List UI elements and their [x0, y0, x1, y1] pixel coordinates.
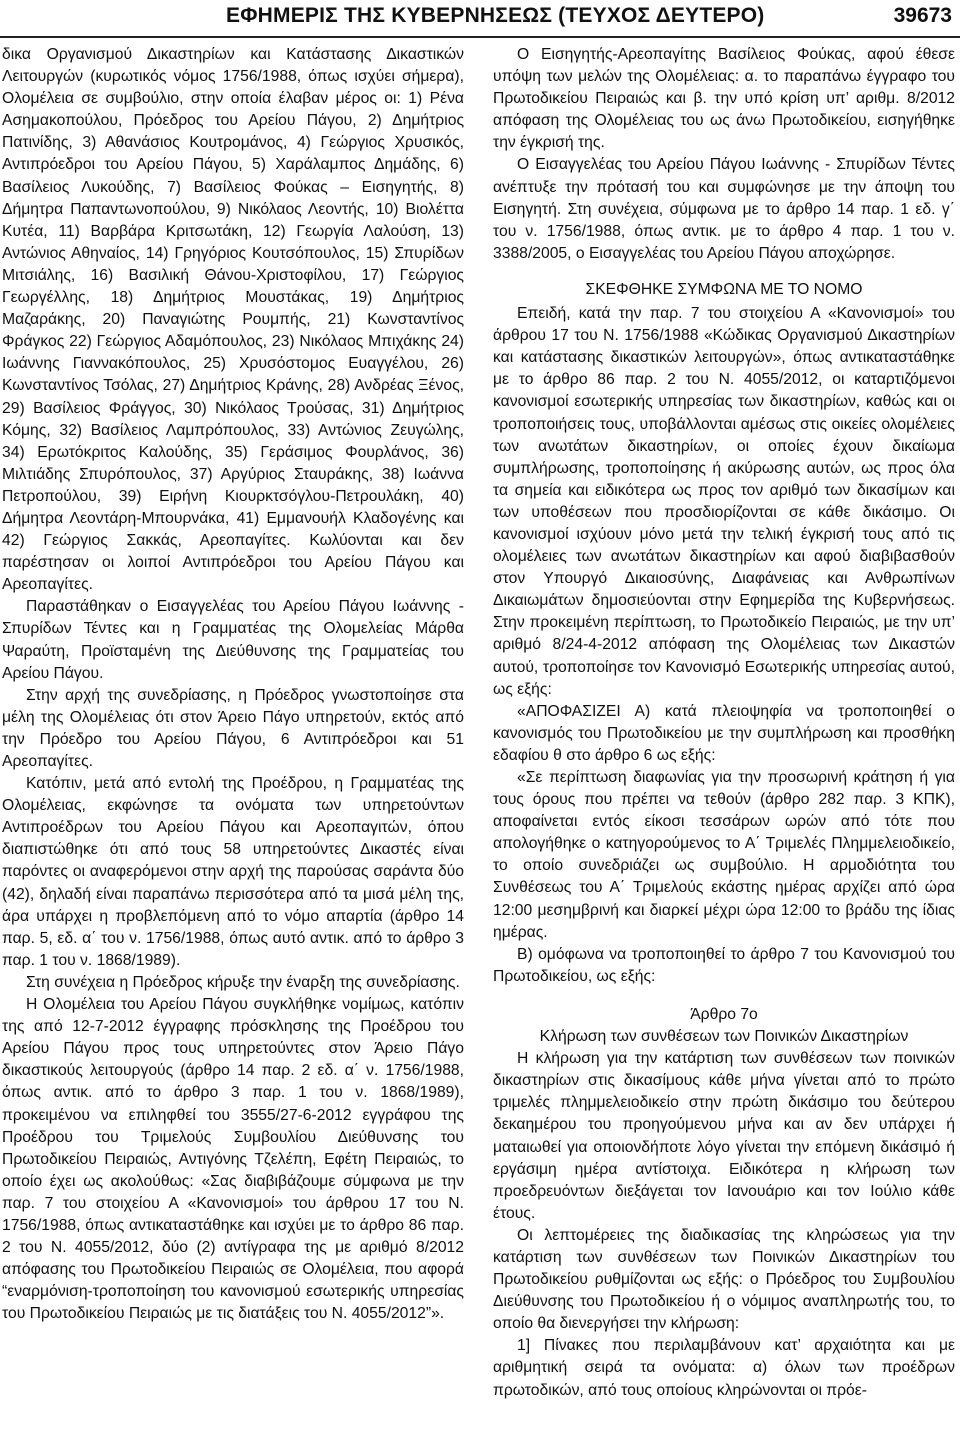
- paragraph: Επειδή, κατά την παρ. 7 του στοιχείου Α «Κανονισμοί» του άρθρου 17 του Ν. 1756/1988 «Κώδικας Οργανισμού Δικαστηρίων και κατάστασης δικαστικών λειτουργών», όπως αντικαταστάθηκε με το άρθρο 86 παρ. 2 του Ν. 4055/2012, οι καταρτιζόμενοι κανονισμοί εσωτερικής υπηρεσίας των δικαστηρίων, καθώς και οι τροποποιήσεις τους, υποβάλλονται αμέσως στις οικείες ολομέλειες των ανωτάτων δικαστηρίων, οι οποίες έχουν δικαίωμα συμπλήρωσης, τροποποίησης ή ακύρωσης αυτών, ως προς όλα τα σημεία και ειδικότερα ως προς τον αριθμό των δικασίμων και των υποθέσεων που προσδιορίζονται σε κάθε δικάσιμο. Οι κανονισμοί ισχύουν μόνο μετά την τελική έγκρισή τους από τις ολομέλειες των ανωτάτων δικαστηρίων και αφού διαβιβασθούν στον Υπουργό Δικαιοσύνης, Διαφάνειας και Ανθρωπίνων Δικαιωμάτων δημοσιεύονται στην Εφημερίδα της Κυβερνήσεως. Στην προκειμένη περίπτωση, το Πρωτοδικείο Πειραιώς, με την υπ’ αριθμό 8/24-4-2012 απόφαση της Ολομέλειας των Δικαστών αυτού, τροποποίησε τον Κανονισμό Εσωτερικής υπηρεσίας αυτού, ως εξής:: [493, 305, 955, 698]
- left-column: [2, 44, 464, 1325]
- paragraph: 1] Πίνακες που περιλαμβάνουν κατ’ αρχαιότητα και με αριθμητική σειρά τα ονόματα: α) όλων των προέδρων πρωτοδικών, από τους οποίους κληρώνονται οι πρόε-: [493, 1337, 955, 1399]
- paragraph: Στην αρχή της συνεδρίασης, η Πρόεδρος γνωστοποίησε στα μέλη της Ολομέλειας ότι στον Άρειο Πάγο υπηρετούν, εκτός από την Πρόεδρο του Αρείου Πάγου, 6 Αντιπρόεδροι και 51 Αρεοπαγίτες.: [2, 686, 464, 770]
- page-header: [0, 0, 960, 38]
- paragraph: Η Ολομέλεια του Αρείου Πάγου συγκλήθηκε νομίμως, κατόπιν της από 12-7-2012 έγγραφης πρόσκλησης της Προέδρου του Αρείου Πάγου προς τους υπηρετούντες στον Άρειο Πάγο δικαστικούς λειτουργούς (άρθρο 14 παρ. 2 εδ. α΄ ν. 1756/1988, όπως αντικ. από το άρθρο 3 παρ. 1 του ν. 1868/1989), προκειμένου να επιληφθεί του 3555/27-6-2012 εγγράφου της Προέδρου του Τριμελούς Συμβουλίου Διεύθυνσης του Πρωτοδικείου Πειραιώς, Αντιγόνης Τζελέπη, Εφέτη Πειραιώς, το οποίο έχει ως ακολούθως: «Σας διαβιβάζουμε σύμφωνα με την παρ. 7 του στοιχείου Α «Κανονισμοί» του άρθρου 17 του Ν. 1756/1988, όπως αντικαταστάθηκε και ισχύει με το άρθρο 86 παρ. 2 του Ν. 4055/2012, δύο (2) αντίγραφα της με αριθμό 8/2012 απόφασης του Πρωτοδικείου Πειραιώς σε Ολομέλεια, που αφορά “εναρμόνιση-τροποποίηση του κανονισμού εσωτερικής υπηρεσίας του Πρωτοδικείου Πειραιώς με τις διατάξεις του Ν. 4055/2012”».: [2, 996, 464, 1323]
- paragraph: Στη συνέχεια η Πρόεδρος κήρυξε την έναρξη της συνεδρίασης.: [26, 973, 460, 991]
- right-column: [493, 44, 955, 1402]
- page-number: 39673: [893, 4, 952, 27]
- paragraph: Β) ομόφωνα να τροποποιηθεί το άρθρο 7 του Κανονισμού του Πρωτοδικείου, ως εξής:: [493, 945, 955, 985]
- paragraph: Κατόπιν, μετά από εντολή της Προέδρου, η Γραμματέας της Ολομέλειας, εκφώνησε τα ονόματα των υπηρετούντων Αντιπροέδρων του Αρείου Πάγου και Αρεοπαγιτών, όπου διαπιστώθηκε ότι από τους 58 υπηρετούντες Δικαστές είναι παρόντες οι αναφερόμενοι στην αρχή της παρούσας σαράντα δύο (42), δηλαδή είναι παραπάνω περισσότερα από τα μισά μέλη της, άρα υπάρχει η προβλεπόμενη από το νόμο απαρτία (άρθρο 14 παρ. 5, εδ. α΄ του ν. 1756/1988, όπως αυτό αντικ. από το άρθρο 3 παρ. 1 του ν. 1868/1989).: [2, 775, 464, 969]
- paragraph: Η κλήρωση για την κατάρτιση των συνθέσεων των ποινικών δικαστηρίων στις δικασίμους κάθε μήνα γίνεται από το πρώτο τριμελές πλημμελειοδικείο στην πρώτη δικάσιμο του δεύτερου δεκαημέρου του προηγούμενου μήνα και αν δεν υπάρχει ή ματαιωθεί για οποιονδήποτε λόγο γίνεται την επόμενη δικάσιμό ή εργάσιμη ημέρα αντίστοιχα. Ειδικότερα η κλήρωση των προεδρευόντων διεξάγεται τον Ιανουάριο και τον Ιούλιο κάθε έτους.: [493, 1050, 955, 1222]
- paragraph: δικα Οργανισμού Δικαστηρίων και Κατάστασης Δικαστικών Λειτουργών (κυρωτικός νόμος 1756/1988, όπως ισχύει σήμερα), Ολομέλεια σε συμβούλιο, στην οποία έλαβαν μέρος οι: 1) Ρένα Ασημακοπούλου, Πρόεδρος του Αρείου Πάγου, 2) Δημήτριος Πατινίδης, 3) Αθανάσιος Κουτρομάνος, 4) Γεώργιος Χρυσικός, Αντιπρόεδροι του Αρείου Πάγου, 5) Χαράλαμπος Δημάδης, 6) Βασίλειος Λυκούδης, 7) Βασίλειος Φούκας – Εισηγητής, 8) Δήμητρα Παπαντωνοπούλου, 9) Νικόλαος Λεοντής, 10) Βιολέττα Κυτέα, 11) Βαρβάρα Κριτσωτάκη, 12) Γεωργία Λαλούση, 13) Αντώνιος Αθηναίος, 14) Γρηγόριος Κουτσόπουλος, 15) Σπυρίδων Μιτσιάλης, 16) Βασιλική Θάνου-Χριστοφίλου, 17) Γεώργιος Γεωργέλλης, 18) Δημήτριος Μουστάκας, 19) Δημήτριος Μαζαράκης, 20) Παναγιώτης Ρουμπής, 21) Κωνσταντίνος Φράγκος 22) Γεώργιος Αδαμόπουλος, 23) Νικόλαος Μπιχάκης 24) Ιωάννης Γιαννακόπουλος, 25) Χρυσόστομος Ευαγγέλου, 26) Κωνσταντίνος Τσόλας, 27) Δημήτριος Κράνης, 28) Ανδρέας Ξένος, 29) Βασίλειος Φράγγος, 30) Νικόλαος Τρούσας, 31) Δημήτριος Κόμης, 32) Βασίλειος Λαμπρόπουλος, 33) Αντώνιος Ζευγώλης, 34) Ερωτόκριτος Καλούδης, 35) Γεράσιμος Φουρλάνος, 36) Μιλτιάδης Σπυρόπουλος, 37) Αργύριος Σταυράκης, 38) Ιωάννα Πετροπούλου, 39) Ειρήνη Κιουρκτσόγλου-Πετρουλάκη, 40) Δήμητρα Λεοντάρη-Μπουρνάκα, 41) Εμμανουήλ Κλαδογένης και 42) Γεώργιος Σακκάς, Αρεοπαγίτες. Κωλύονται και δεν παρέστησαν οι λοιποί Αντιπρόεδροι του Αρείου Πάγου και Αρεοπαγίτες.: [2, 46, 464, 594]
- publication-title: ΕΦΗΜΕΡΙΣ ΤΗΣ ΚΥΒΕΡΝΗΣΕΩΣ (ΤΕΥΧΟΣ ΔΕΥΤΕΡΟ): [226, 4, 765, 27]
- paragraph: «ΑΠΟΦΑΣΙΖΕΙ Α) κατά πλειοψηφία να τροποποιηθεί ο κανονισμός του Πρωτοδικείου με την συμπλήρωση και προσθήκη εδαφίου θ στο άρθρο 6 ως εξής:: [493, 702, 955, 764]
- paragraph: «Σε περίπτωση διαφωνίας για την προσωρινή κράτηση ή για τους όρους που πρέπει να τεθούν (άρθρο 282 παρ. 3 ΚΠΚ), αποφαίνεται εντός είκοσι τεσσάρων ωρών από τότε που απολογήθηκε ο κατηγορούμενος το Α΄ Τριμελές Πλημμελειοδικείο, το οποίο συνεδριάζει ως συμβούλιο. Η αρμοδιότητα του Συνθέσεως του Α΄ Τριμελούς εκάστης ημέρας αρχίζει από ώρα 12:00 μεσημβρινή και διαρκεί μέχρι ώρα 12:00 το βράδυ της ίδιας ημέρας.: [493, 769, 955, 941]
- article-subtitle: Κλήρωση των συνθέσεων των Ποινικών Δικαστηρίων: [539, 1028, 909, 1046]
- paragraph: Ο Εισαγγελέας του Αρείου Πάγου Ιωάννης - Σπυρίδων Τέντες ανέπτυξε την πρότασή του και συμφώνησε με την άποψη του Εισηγητή. Στη συνέχεια, σύμφωνα με το άρθρο 14 παρ. 1 εδ. γ΄ του ν. 1756/1988, όπως αντικ. με το άρθρο 4 παρ. 1 του ν. 3388/2005, ο Εισαγγελέας του Αρείου Πάγου αποχώρησε.: [493, 156, 955, 262]
- section-heading: ΣΚΕΦΘΗΚΕ ΣΥΜΦΩΝΑ ΜΕ ΤΟ ΝΟΜΟ: [585, 280, 863, 298]
- paragraph: Οι λεπτομέρειες της διαδικασίας της κληρώσεως για την κατάρτιση των συνθέσεων των Ποινικών Δικαστηρίων του Πρωτοδικείου ρυθμίζονται ως εξής: ο Πρόεδρος του Συμβουλίου Διεύθυνσης του Πρωτοδικείου ή ο νόμιμος αναπληρωτής του, το οποίο θα διενεργήσει την κλήρωση:: [493, 1226, 955, 1333]
- paragraph: Παραστάθηκαν ο Εισαγγελέας του Αρείου Πάγου Ιωάννης - Σπυρίδων Τέντες και η Γραμματέας της Ολομελείας Μάρθα Ψαραύτη, Προϊσταμένη της Διεύθυνσης της Γραμματείας του Αρείου Πάγου.: [2, 598, 464, 682]
- paragraph: Ο Εισηγητής-Αρεοπαγίτης Βασίλειος Φούκας, αφού έθεσε υπόψη των μελών της Ολομέλειας: α. το παραπάνω έγγραφο του Πρωτοδικείου Πειραιώς και β. την υπό κρίση υπ’ αριθμ. 8/2012 απόφαση της Ολομέλειας του ως άνω Πρωτοδικείου, εισηγήθηκε την έγκρισή της.: [493, 46, 955, 152]
- article-title: Άρθρο 7ο: [690, 1005, 758, 1023]
